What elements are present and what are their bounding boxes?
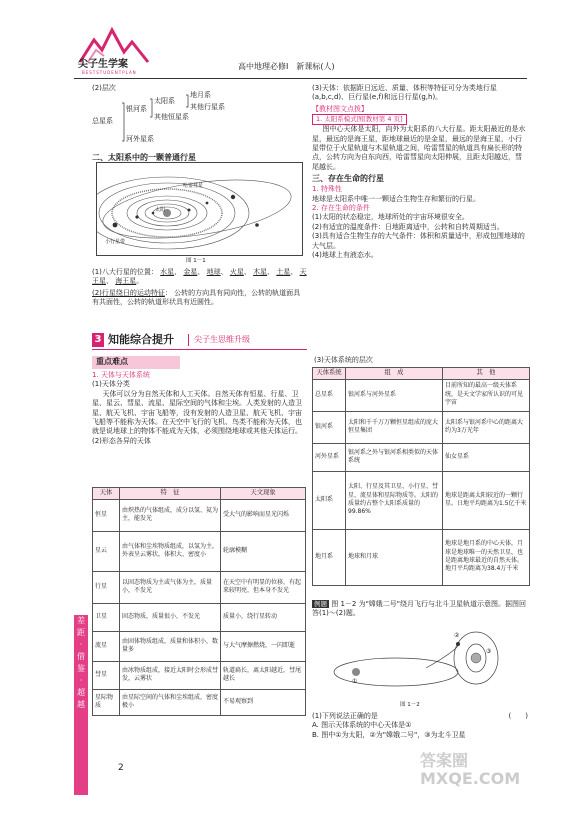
textbook-ref: 1. 太阳系模式图[教材第 4 页]	[312, 114, 407, 125]
table-cell: 由炽热的气体组成，成分以氢、氦为主，能发光	[120, 499, 221, 531]
table-row	[313, 471, 530, 529]
table-cell: 流星	[93, 631, 120, 661]
side-tab	[74, 615, 88, 795]
table-header-row	[93, 488, 306, 500]
section2-title: 二、太阳系中的一颗普通行星	[92, 153, 196, 163]
table-cell: 与大气摩擦燃烧，一闪即逝	[221, 631, 306, 661]
table-header: 特 征	[120, 488, 221, 500]
table-row	[93, 631, 306, 661]
cond-3: (3)具有适合生物生存的大气条件：体积和质量适中，形成包围地球的大气层。	[312, 232, 525, 250]
right-item3: (3)天体：依据距日远近、质量、体积等特征可分为类地行星(a,b,c,d)、巨行星(e,f)和远日行星(g,h)。	[312, 84, 497, 102]
hier-earth-moon: 地月系	[190, 91, 211, 100]
cond-label: 2. 存在生命的条件	[312, 203, 370, 212]
left-column-top	[92, 84, 307, 164]
table-header: 天体	[93, 488, 120, 500]
fig-label-sun: 太阳	[155, 207, 166, 213]
logo-text: 尖子生学案	[78, 59, 128, 70]
table-cell: 仙女星系	[443, 443, 530, 471]
table2-caption: (3)天体系统的层次	[314, 356, 373, 364]
example-label: 例题	[314, 600, 327, 608]
section-banner	[92, 332, 307, 350]
table-cell: 由气体和尘埃物质组成，以氢为主，外表呈云雾状，体积大、密度小	[120, 531, 221, 571]
celestial-body-table	[92, 487, 306, 716]
focus-body: 天体可以分为自然天体和人工天体。自然天体有恒星、行星、卫星、星云、彗星、流星、星际空间的气体和尘埃。人类发射的人造卫星、航天飞机、宇宙飞船等，没有发射的人造卫星、航天飞机、宇宙飞船等不能称为天体。在天空中飞行的飞机、鸟类不能称为天体，也就是说地球上的物体不能成为天体，必须围绕地球或其他天体运行。	[92, 389, 302, 436]
side-char: 超	[77, 688, 85, 697]
table-cell: 地月系	[313, 529, 346, 585]
table-cell: 轮廓模糊	[221, 531, 306, 571]
table-row	[93, 661, 306, 689]
table-header: 天体系统	[313, 368, 346, 380]
table-row	[93, 603, 306, 631]
table-row	[93, 499, 306, 531]
table-row	[313, 379, 530, 411]
hier-root: 总星系	[92, 117, 113, 126]
header-rule	[74, 78, 527, 79]
cond-2: (2)有适宜的温度条件：日地距离适中，公转和自转周期适当。	[312, 222, 504, 231]
table-row	[93, 571, 306, 603]
hier-milky: 银河系	[126, 105, 147, 114]
table-cell: 星际物质	[93, 689, 120, 715]
hier-solar: 太阳系	[154, 97, 175, 106]
figure-caption: 图 1－1	[186, 258, 206, 264]
example-questions	[312, 712, 528, 740]
textbook-label-text: 【教材图文点拨】	[312, 104, 368, 113]
orbit-diagram-icon	[97, 163, 302, 255]
table-cell: 质量小，绕行星转动	[221, 603, 306, 631]
table-header-row	[313, 368, 530, 380]
option-b[interactable]: B. 图中①为太阳，②为"嫦娥二号"，③为北斗卫星	[312, 730, 466, 739]
logo-sub: BESTSTUDENTPLAN	[82, 70, 137, 75]
table-header: 其 他	[443, 368, 530, 380]
q1-text: (1)下列说法正确的是	[312, 712, 378, 720]
planet-4: 火星	[229, 268, 244, 276]
table-cell: 轨道扁长，离太阳越近，彗尾越长	[221, 661, 306, 689]
table-row	[313, 411, 530, 443]
planet-3: 地球	[206, 268, 221, 276]
table-cell: 目前所知的最高一级天体系统，是天文学家所认识的可见宇宙	[443, 379, 530, 411]
fig2-label-1: ①	[352, 678, 358, 685]
table-header: 组 成	[346, 368, 443, 380]
banner-divider	[188, 334, 189, 346]
banner-title: 知能综合提升	[108, 333, 174, 346]
banner-rule	[92, 349, 307, 350]
table-cell: 地球和月球	[346, 529, 443, 585]
table-cell: 受大气的影响而星光闪烁	[221, 499, 306, 531]
table-cell: 彗星	[93, 661, 120, 689]
side-char: 借	[77, 652, 85, 661]
focus-sub1: (1)天体分类	[92, 380, 130, 389]
table-row	[93, 531, 306, 571]
fig2-label-3: ③	[486, 648, 492, 655]
hier-other-planet: 其他行星系	[190, 103, 225, 112]
page-number: 2	[118, 763, 124, 773]
table-cell: 在天空中有明显的位移，有起来较明亮，但本身不发光	[221, 571, 306, 603]
table-cell: 地球是地月系的中心天体，月球是地球唯一的天然卫星，也是距离地球最近的自然天体。地月平均距离为38.4万千米	[443, 529, 530, 585]
planet-1: 水星	[160, 268, 175, 276]
table-cell: 由固体物质组成，质量和体积小，数量多	[120, 631, 221, 661]
planet-2: 金星	[183, 268, 198, 276]
hier-other-stars: 其他恒星系	[154, 113, 189, 122]
table-row	[313, 443, 530, 471]
cond-4: (4)地球上有液态水。	[312, 251, 378, 260]
banner-number: 3	[92, 333, 104, 347]
system-hierarchy-table	[312, 367, 530, 586]
table-cell: 固态物质，质量很小，不发光	[120, 603, 221, 631]
table-cell: 由星际空间的气体和尘埃组成，密度极小	[120, 689, 221, 715]
table-cell: 河外星系	[313, 443, 346, 471]
q1-answer-slot[interactable]: ( )	[508, 712, 528, 720]
option-a[interactable]: A. 图示天体系统的中心天体是①	[312, 721, 412, 730]
table-cell: 由冰物质组成，接近太阳时会形成彗发，云雾状	[120, 661, 221, 689]
side-char: 距	[77, 628, 85, 637]
example-block	[312, 600, 528, 619]
planet-5: 木星	[253, 268, 268, 276]
special-body: 地球是太阳系中唯一一颗适合生物生存和繁衍的行星。	[312, 194, 480, 203]
table-cell: 银河系与河外星系	[346, 379, 443, 411]
table-cell: 太阳系	[313, 471, 346, 529]
table-cell: 以固态物质为主或气体为主，质量小，不发光	[120, 571, 221, 603]
fig2-label-2: ②	[454, 632, 460, 639]
table-row	[313, 529, 530, 585]
table-cell: 行星	[93, 571, 120, 603]
example-text: 图 1－2 为"嫦娥二号"绕月飞行与北斗卫星轨道示意图。据图回答(1)～(2)题。	[312, 600, 527, 618]
item2-label: (2)层次	[92, 84, 116, 92]
hierarchy-diagram	[92, 93, 307, 151]
table-cell: 恒星	[93, 499, 120, 531]
focus-sub2: (2)形态各异的天体	[92, 436, 151, 445]
table-cell: 太阳、行星及其卫星、小行星、彗星、流星体和星际物质等。太阳的质量约占整个太阳系质量的99.86%	[346, 471, 443, 529]
solar-system-figure	[96, 162, 303, 256]
planet-7: 天王星	[92, 268, 307, 286]
header-title: 高中地理必修Ⅰ 新课标(人)	[238, 62, 335, 71]
fig-label-asteroid: 小行星带	[105, 239, 126, 245]
para2-rest: 公转的方向具有同向性，公转的轨道面具有共面性，公转的轨道形状具有近圆性。	[92, 288, 301, 307]
fig-label-comet: 哈雷彗星	[183, 183, 204, 189]
focus-label: 重点难点	[92, 356, 180, 369]
table-cell: 太阳和千千万万颗恒星组成的庞大恒星集团	[346, 411, 443, 443]
planet-8: 海王星	[115, 277, 137, 286]
hier-other-galaxy: 河外星系	[126, 135, 154, 144]
table-cell: 银河系之外与银河系相类似的天体系统	[346, 443, 443, 471]
moon-orbit-diagram-icon	[326, 624, 516, 704]
table-cell: 不易观察到	[221, 689, 306, 715]
focus-item1-title: 1. 天体与天体系统	[92, 370, 150, 379]
table-cell: 卫星	[93, 603, 120, 631]
right-column-top	[312, 84, 528, 261]
side-char: ·	[79, 676, 83, 685]
para2-lead: (2)行星绕日的运动特征	[92, 288, 165, 297]
table-cell: 银河系	[313, 411, 346, 443]
table-cell: 星云	[93, 531, 120, 571]
para1-lead: (1)八大行星的位置	[92, 268, 151, 276]
side-char: 鉴	[77, 664, 85, 673]
banner-subtitle: 尖子生思维升级	[194, 335, 250, 344]
example-figure	[326, 624, 516, 704]
cond-1: (1)太阳的状态稳定，地球所处的宇宙环境很安全。	[312, 213, 469, 222]
table-header: 天文现象	[221, 488, 306, 500]
table-cell: 总星系	[313, 379, 346, 411]
side-char: ·	[79, 640, 83, 649]
planets-text: (1)八大行星的位置： 水星、 金星、 地球、 火星、 木星、 土星、 天王星、 海王星。 (2)行星绕日的运动特征： 公转的方向具有同向性，公转的轨道面具有共面性，公转的轨道形状具有近圆性。	[92, 268, 307, 307]
side-char: 差	[77, 616, 85, 625]
table-cell: 地球是距离太阳较近的一颗行星。日地平均距离为1.5亿千米	[443, 471, 530, 529]
planet-6: 土星	[276, 268, 291, 276]
side-char: 越	[77, 700, 85, 709]
table-cell: 太阳系与银河系中心的距离大约为3万光年	[443, 411, 530, 443]
table-row	[93, 689, 306, 715]
textbook-body: 图中心天体是太阳，向外为太阳系的八大行星。距太阳最近的是水星，最远的是海王星，距地球最近的是金星，最远的是海王星，小行星带位于火星轨道与木星轨道之间，哈雷彗星的轨道具有扁长形的特点，公转方向为自东向西，哈雷彗星向太阳伸展，且距太阳越近，彗尾越长。	[312, 125, 526, 171]
section3-title: 三、存在生命的行星	[312, 174, 384, 184]
textbook-label	[312, 105, 528, 114]
focus-section	[92, 356, 307, 446]
example-caption: 图 1－2	[400, 702, 420, 708]
watermark: 答案圈 MXQE.COM	[420, 751, 521, 788]
logo	[74, 22, 154, 78]
special-label: 1. 特殊性	[312, 185, 342, 194]
